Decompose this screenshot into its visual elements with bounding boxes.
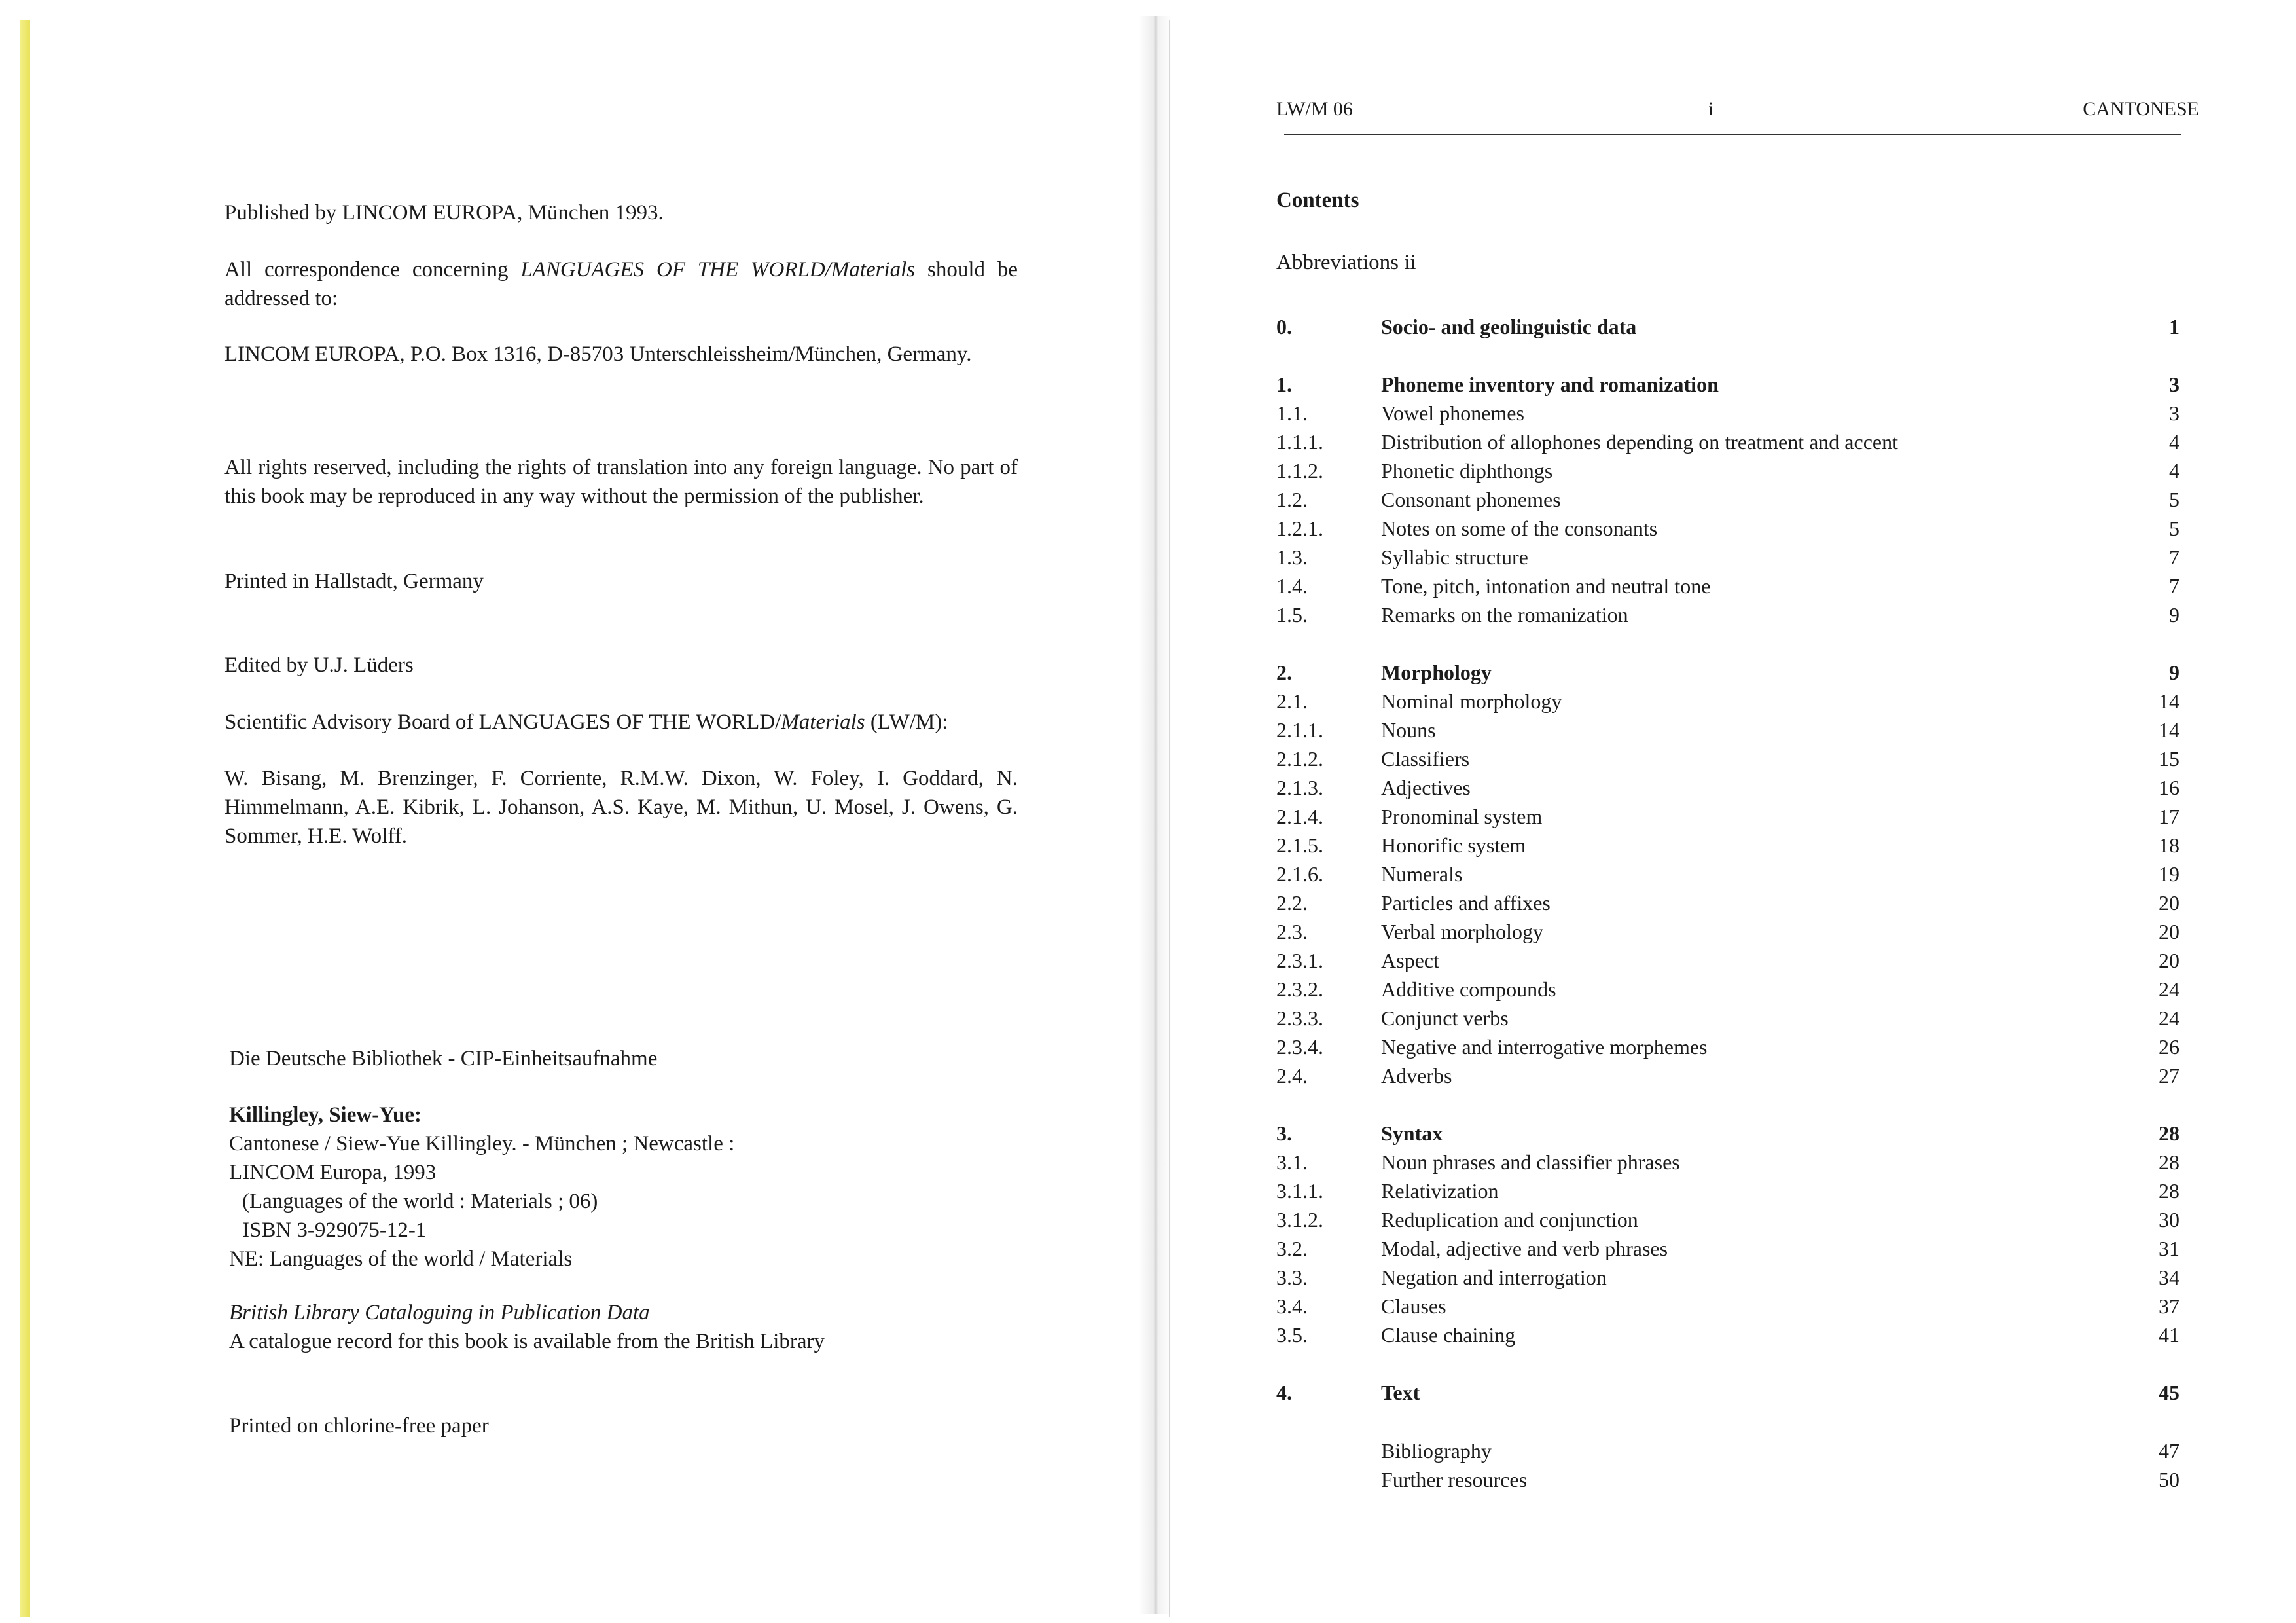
toc-number: 2.1.5.: [1276, 833, 1323, 857]
toc-number: 3.5.: [1276, 1323, 1308, 1347]
toc-number: 2.3.1.: [1276, 949, 1323, 972]
toc-number: 1.2.: [1276, 488, 1308, 511]
toc-title: Notes on some of the consonants: [1381, 517, 1658, 540]
toc-entry: [1276, 1378, 2179, 1407]
toc-entry: [1276, 860, 2179, 888]
paper-note: Printed on chlorine-free paper: [229, 1414, 489, 1438]
toc-page: 4: [2169, 430, 2179, 454]
toc-page: 7: [2169, 574, 2179, 598]
cip-line: Cantonese / Siew-Yue Killingley. - München ; Newcastle :: [229, 1132, 735, 1156]
header-rule: [1284, 134, 2181, 135]
toc-number: 1.: [1276, 373, 1292, 396]
british-library-block: [229, 1298, 1022, 1356]
cip-record: [229, 1101, 1022, 1273]
publisher-address: LINCOM EUROPA, P.O. Box 1316, D-85703 Unterschleissheim/München, Germany.: [224, 342, 972, 366]
toc-title: Text: [1381, 1381, 1420, 1404]
toc-page: 18: [2159, 833, 2179, 857]
toc-entry: [1276, 456, 2179, 485]
bl-text: A catalogue record for this book is available from the British Library: [229, 1330, 825, 1353]
toc-number: 1.4.: [1276, 574, 1308, 598]
toc-title: Negation and interrogation: [1381, 1266, 1607, 1289]
toc-number: 2.: [1276, 661, 1292, 684]
toc-title: Consonant phonemes: [1381, 488, 1561, 511]
toc-entry: [1276, 1032, 2179, 1061]
series-name: LANGUAGES OF THE WORLD/Materials: [520, 258, 916, 282]
toc-title: Noun phrases and classifier phrases: [1381, 1150, 1680, 1174]
toc-title: Adjectives: [1381, 776, 1471, 799]
toc-page: 20: [2159, 920, 2179, 943]
toc-entry: [1276, 485, 2179, 514]
board-italic: Materials: [781, 710, 865, 734]
toc-entry: [1276, 888, 2179, 917]
toc-page: 7: [2169, 545, 2179, 569]
toc-page: 34: [2159, 1266, 2179, 1289]
page-number: i: [1708, 98, 1714, 120]
cip-line: LINCOM Europa, 1993: [229, 1161, 437, 1184]
toc-entry: [1276, 831, 2179, 860]
toc-page: 37: [2159, 1294, 2179, 1318]
toc-number: 2.3.4.: [1276, 1035, 1323, 1059]
board-post: (LW/M):: [865, 710, 948, 734]
toc-title: Clause chaining: [1381, 1323, 1516, 1347]
toc-entry: [1276, 399, 2179, 428]
correspondence-pre: All correspondence concerning: [224, 258, 521, 282]
toc-page: 5: [2169, 517, 2179, 540]
toc-number: 1.5.: [1276, 603, 1308, 627]
toc-title: Syllabic structure: [1381, 545, 1528, 569]
toc-title: Nouns: [1381, 718, 1436, 742]
toc-title: Particles and affixes: [1381, 891, 1551, 915]
toc-page: 20: [2159, 891, 2179, 915]
toc-number: 1.1.: [1276, 401, 1308, 425]
toc-page: 4: [2169, 459, 2179, 483]
toc-page: 24: [2159, 977, 2179, 1001]
toc-number: 2.1.3.: [1276, 776, 1323, 799]
toc-title: Further resources: [1381, 1468, 1528, 1491]
toc-title: Distribution of allophones depending on treatment and accent: [1381, 430, 1898, 454]
toc-number: 3.4.: [1276, 1294, 1308, 1318]
toc-entry: [1276, 428, 2179, 456]
toc-title: Relativization: [1381, 1179, 1499, 1203]
toc-entry: [1276, 312, 2179, 341]
toc-page: 1: [2169, 315, 2179, 338]
cip-line: NE: Languages of the world / Materials: [229, 1247, 573, 1271]
toc-page: 17: [2159, 805, 2179, 828]
toc-title: Remarks on the romanization: [1381, 603, 1628, 627]
toc-title: Tone, pitch, intonation and neutral tone: [1381, 574, 1711, 598]
toc-page: 14: [2159, 689, 2179, 713]
toc-page: 3: [2169, 401, 2179, 425]
toc-number: 1.2.1.: [1276, 517, 1323, 540]
cip-heading: Die Deutsche Bibliothek - CIP-Einheitsaufnahme: [229, 1047, 658, 1070]
toc-page: 20: [2159, 949, 2179, 972]
toc-entry: [1276, 773, 2179, 802]
toc-number: 4.: [1276, 1381, 1292, 1404]
toc-page: 41: [2159, 1323, 2179, 1347]
toc-entry: [1276, 1436, 2179, 1465]
toc-title: Phonetic diphthongs: [1381, 459, 1553, 483]
toc-entry: [1276, 1465, 2179, 1494]
toc-entry: [1276, 1292, 2179, 1321]
toc-entry: [1276, 572, 2179, 600]
toc-title: Honorific system: [1381, 833, 1526, 857]
toc-entry: [1276, 543, 2179, 572]
bl-heading: British Library Cataloguing in Publication Data: [229, 1301, 650, 1324]
toc-page: 30: [2159, 1208, 2179, 1231]
correspondence-post: should be addressed to:: [224, 258, 1018, 310]
gutter-line: [1169, 20, 1170, 1617]
contents-page: [1276, 0, 2199, 1623]
toc-page: 47: [2159, 1439, 2179, 1463]
toc-title: Negative and interrogative morphemes: [1381, 1035, 1708, 1059]
running-head-left: LW/M 06: [1276, 98, 1353, 120]
cip-author: Killingley, Siew-Yue:: [229, 1103, 422, 1127]
toc-title: Phoneme inventory and romanization: [1381, 373, 1719, 396]
toc-entry: [1276, 1176, 2179, 1205]
toc-page: 31: [2159, 1237, 2179, 1260]
toc-entry: [1276, 1119, 2179, 1148]
toc-number: 3.1.: [1276, 1150, 1308, 1174]
toc-page: 3: [2169, 373, 2179, 396]
toc-title: Additive compounds: [1381, 977, 1556, 1001]
toc-title: Classifiers: [1381, 747, 1470, 771]
toc-page: 15: [2159, 747, 2179, 771]
toc-number: 3.1.1.: [1276, 1179, 1323, 1203]
toc-number: 2.3.2.: [1276, 977, 1323, 1001]
toc-number: 2.1.: [1276, 689, 1308, 713]
contents-title: Contents: [1276, 189, 1359, 212]
toc-number: 3.: [1276, 1122, 1292, 1145]
toc-entry: [1276, 600, 2179, 629]
toc-number: 2.2.: [1276, 891, 1308, 915]
cip-line: (Languages of the world : Materials ; 06): [242, 1190, 598, 1213]
toc-title: Bibliography: [1381, 1439, 1492, 1463]
cip-line: ISBN 3-929075-12-1: [242, 1218, 427, 1242]
toc-title: Syntax: [1381, 1122, 1443, 1145]
toc-number: 3.1.2.: [1276, 1208, 1323, 1231]
toc-title: Modal, adjective and verb phrases: [1381, 1237, 1668, 1260]
toc-number: 1.1.1.: [1276, 430, 1323, 454]
toc-entry: [1276, 946, 2179, 975]
toc-title: Aspect: [1381, 949, 1439, 972]
toc-entry: [1276, 1234, 2179, 1263]
toc-entry: [1276, 716, 2179, 744]
toc-number: 0.: [1276, 315, 1292, 338]
toc-entry: [1276, 687, 2179, 716]
toc-title: Adverbs: [1381, 1064, 1452, 1087]
toc-entry: [1276, 1148, 2179, 1176]
toc-title: Verbal morphology: [1381, 920, 1543, 943]
toc-page: 9: [2169, 603, 2179, 627]
toc-number: 2.4.: [1276, 1064, 1308, 1087]
abbreviations-entry: Abbreviations ii: [1276, 251, 1416, 274]
toc-number: 2.1.2.: [1276, 747, 1323, 771]
toc-page: 9: [2169, 661, 2179, 684]
toc-entry: [1276, 370, 2179, 399]
toc-page: 19: [2159, 862, 2179, 886]
toc-page: 28: [2159, 1150, 2179, 1174]
running-head-right: CANTONESE: [2083, 98, 2199, 120]
toc-title: Vowel phonemes: [1381, 401, 1524, 425]
toc-number: 2.1.1.: [1276, 718, 1323, 742]
toc-title: Clauses: [1381, 1294, 1446, 1318]
toc-title: Numerals: [1381, 862, 1463, 886]
toc-number: 2.1.4.: [1276, 805, 1323, 828]
rights-paragraph: All rights reserved, including the rights of translation into any foreign language. No part of this book may be reproduced in any way without the permission of the publisher.: [224, 456, 1018, 508]
toc-entry: [1276, 1321, 2179, 1349]
toc-page: 5: [2169, 488, 2179, 511]
toc-entry: [1276, 802, 2179, 831]
toc-title: Conjunct verbs: [1381, 1006, 1509, 1030]
toc-entry: [1276, 917, 2179, 946]
toc-page: 24: [2159, 1006, 2179, 1030]
toc-page: 50: [2159, 1468, 2179, 1491]
toc-title: Pronominal system: [1381, 805, 1543, 828]
toc-entry: [1276, 744, 2179, 773]
toc-page: 16: [2159, 776, 2179, 799]
toc-title: Socio- and geolinguistic data: [1381, 315, 1637, 338]
toc-title: Reduplication and conjunction: [1381, 1208, 1638, 1231]
toc-entry: [1276, 1061, 2179, 1090]
toc-number: 2.3.3.: [1276, 1006, 1323, 1030]
toc-number: 2.1.6.: [1276, 862, 1323, 886]
toc-number: 1.1.2.: [1276, 459, 1323, 483]
toc-entry: [1276, 1205, 2179, 1234]
toc-page: 28: [2159, 1122, 2179, 1145]
correspondence-paragraph: [224, 255, 1018, 313]
toc-entry: [1276, 658, 2179, 687]
published-line: Published by LINCOM EUROPA, München 1993.: [224, 201, 664, 225]
toc-number: 3.3.: [1276, 1266, 1308, 1289]
imprint-page: [0, 0, 1145, 1623]
board-members: W. Bisang, M. Brenzinger, F. Corriente, R.M.W. Dixon, W. Foley, I. Goddard, N. Himmelmann, A.E. Kibrik, L. Johanson, A.S. Kaye, M. Mithun, U. Mosel, J. Owens, G. Sommer, H.E. Wolff.: [224, 767, 1018, 848]
board-pre: Scientific Advisory Board of LANGUAGES OF THE WORLD/: [224, 710, 781, 734]
editor-line: Edited by U.J. Lüders: [224, 653, 414, 677]
toc-title: Nominal morphology: [1381, 689, 1562, 713]
toc-entry: [1276, 1263, 2179, 1292]
toc-number: 2.3.: [1276, 920, 1308, 943]
advisory-board-line: [224, 708, 1018, 737]
toc-page: 26: [2159, 1035, 2179, 1059]
toc-number: 1.3.: [1276, 545, 1308, 569]
toc-number: 3.2.: [1276, 1237, 1308, 1260]
toc-page: 27: [2159, 1064, 2179, 1087]
toc-entry: [1276, 975, 2179, 1004]
toc-page: 28: [2159, 1179, 2179, 1203]
toc-title: Morphology: [1381, 661, 1492, 684]
printed-in-line: Printed in Hallstadt, Germany: [224, 570, 484, 593]
toc-entry: [1276, 1004, 2179, 1032]
toc-page: 14: [2159, 718, 2179, 742]
toc-entry: [1276, 514, 2179, 543]
toc-page: 45: [2159, 1381, 2179, 1404]
